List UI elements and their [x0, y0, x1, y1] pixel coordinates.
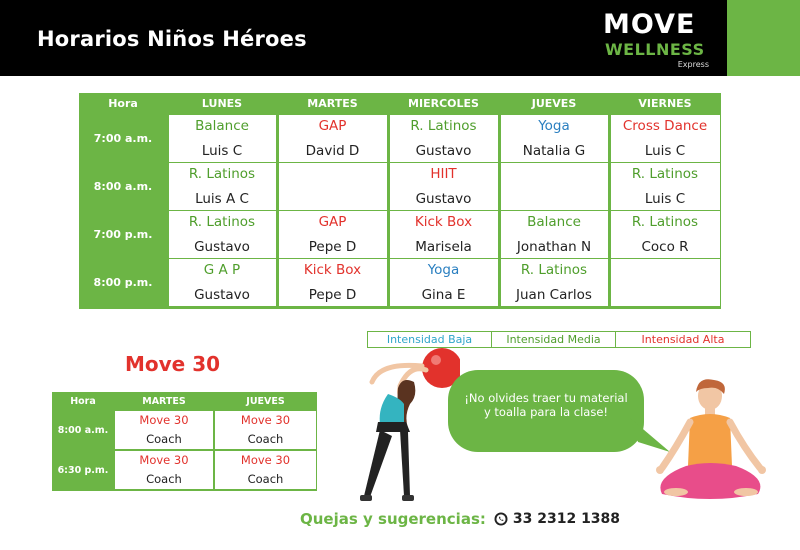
instructor-name: Gustavo [415, 191, 472, 207]
complaints-label: Quejas y sugerencias: [300, 510, 486, 528]
instructor-name: Natalia G [522, 143, 586, 159]
move30-time-slot: 8:00 a.m. [57, 425, 109, 436]
logo-wellness: WELLNESS [605, 40, 705, 59]
move30-time-slot: 6:30 p.m. [57, 464, 109, 476]
legend-high: Intensidad Alta [641, 333, 725, 346]
column-header: MARTES [307, 97, 358, 110]
class-cell [611, 115, 720, 162]
instructor-name: Juan Carlos [516, 287, 592, 303]
instructor-name: David D [305, 143, 360, 159]
move30-cell [215, 451, 316, 489]
logo-express: Express [677, 60, 709, 69]
class-name: Cross Dance [622, 118, 708, 134]
reminder-text: ¡No olvides traer tu material y toalla para la clase! [464, 391, 628, 419]
column-header: JUEVES [531, 97, 577, 110]
class-cell [169, 163, 276, 210]
class-cell [390, 163, 498, 210]
move30-cell [115, 451, 213, 489]
class-name: R. Latinos [188, 214, 256, 230]
instructor-name: Coco R [641, 239, 689, 255]
class-cell [501, 259, 608, 306]
woman-stretching-illustration [330, 346, 460, 510]
class-name: GAP [318, 118, 347, 134]
move30-class-name: Move 30 [139, 452, 189, 467]
class-cell [390, 115, 498, 162]
whatsapp-icon [494, 512, 508, 526]
header-accent [727, 0, 800, 76]
instructor-name: Gina E [421, 287, 466, 303]
phone-number[interactable]: 33 2312 1388 [512, 511, 621, 527]
man-meditating-illustration [648, 378, 773, 506]
brand-logo [603, 10, 715, 74]
move30-column-header: MARTES [142, 396, 186, 407]
column-header: Hora [108, 97, 138, 110]
class-name: GAP [318, 214, 347, 230]
class-cell [169, 259, 276, 306]
class-cell [501, 211, 608, 258]
move30-column-header: JUEVES [246, 396, 285, 407]
time-slot: 8:00 p.m. [93, 276, 153, 289]
class-name: Kick Box [414, 214, 473, 230]
class-name: G A P [203, 262, 241, 278]
class-cell [279, 259, 387, 306]
instructor-name: Gustavo [194, 239, 250, 255]
instructor-name: Pepe D [308, 239, 357, 255]
instructor-name: Luis C [644, 143, 686, 159]
move30-title: Move 30 [125, 352, 221, 376]
instructor-name: Luis A C [195, 191, 249, 207]
class-cell [279, 211, 387, 258]
move30-instructor: Coach [247, 432, 284, 446]
header-bar [0, 0, 800, 76]
instructor-name: Pepe D [308, 287, 357, 303]
move30-column-header: Hora [70, 396, 96, 407]
time-slot: 7:00 a.m. [93, 132, 153, 145]
instructor-name: Jonathan N [516, 239, 592, 255]
class-cell [169, 115, 276, 162]
schedule-table [79, 93, 721, 309]
column-header: MIERCOLES [408, 97, 479, 110]
class-cell [611, 163, 720, 210]
instructor-name: Gustavo [194, 287, 250, 303]
move30-cell [115, 411, 213, 449]
logo-move: MOVE [603, 9, 696, 40]
reminder-speech-bubble [448, 370, 644, 452]
class-cell [279, 115, 387, 162]
legend-medium: Intensidad Media [492, 332, 616, 347]
column-header: LUNES [201, 97, 243, 110]
class-cell [169, 211, 276, 258]
class-name: R. Latinos [631, 214, 699, 230]
move30-cell [215, 411, 316, 449]
class-name: HIIT [430, 166, 457, 182]
page-title: Horarios Niños Héroes [37, 27, 307, 51]
class-name: Kick Box [303, 262, 362, 278]
instructor-name: Gustavo [415, 143, 472, 159]
instructor-name: Luis C [201, 143, 243, 159]
class-name: Balance [195, 118, 249, 134]
class-cell [501, 115, 608, 162]
move30-class-name: Move 30 [139, 413, 189, 427]
move30-class-name: Move 30 [240, 413, 291, 427]
class-cell [279, 163, 387, 210]
column-header: VIERNES [638, 97, 692, 110]
instructor-name: Luis C [644, 191, 686, 207]
contact-footer [300, 509, 620, 529]
move30-instructor: Coach [247, 471, 284, 486]
class-cell [611, 211, 720, 258]
time-slot: 8:00 a.m. [93, 180, 153, 193]
class-name: Balance [527, 214, 581, 230]
move30-table [52, 392, 317, 491]
class-cell [390, 259, 498, 306]
class-name: Yoga [427, 262, 460, 278]
legend-low: Intensidad Baja [368, 332, 492, 347]
class-name: R. Latinos [188, 166, 256, 182]
time-slot: 7:00 p.m. [93, 228, 153, 241]
move30-instructor: Coach [146, 471, 182, 486]
move30-class-name: Move 30 [240, 452, 291, 467]
class-cell [611, 259, 720, 306]
class-name: R. Latinos [520, 262, 588, 278]
class-name: Yoga [538, 118, 570, 134]
class-name: R. Latinos [410, 118, 477, 134]
instructor-name: Marisela [415, 239, 472, 255]
move30-instructor: Coach [146, 432, 182, 446]
class-cell [501, 163, 608, 210]
class-cell [390, 211, 498, 258]
class-name: R. Latinos [631, 166, 699, 182]
